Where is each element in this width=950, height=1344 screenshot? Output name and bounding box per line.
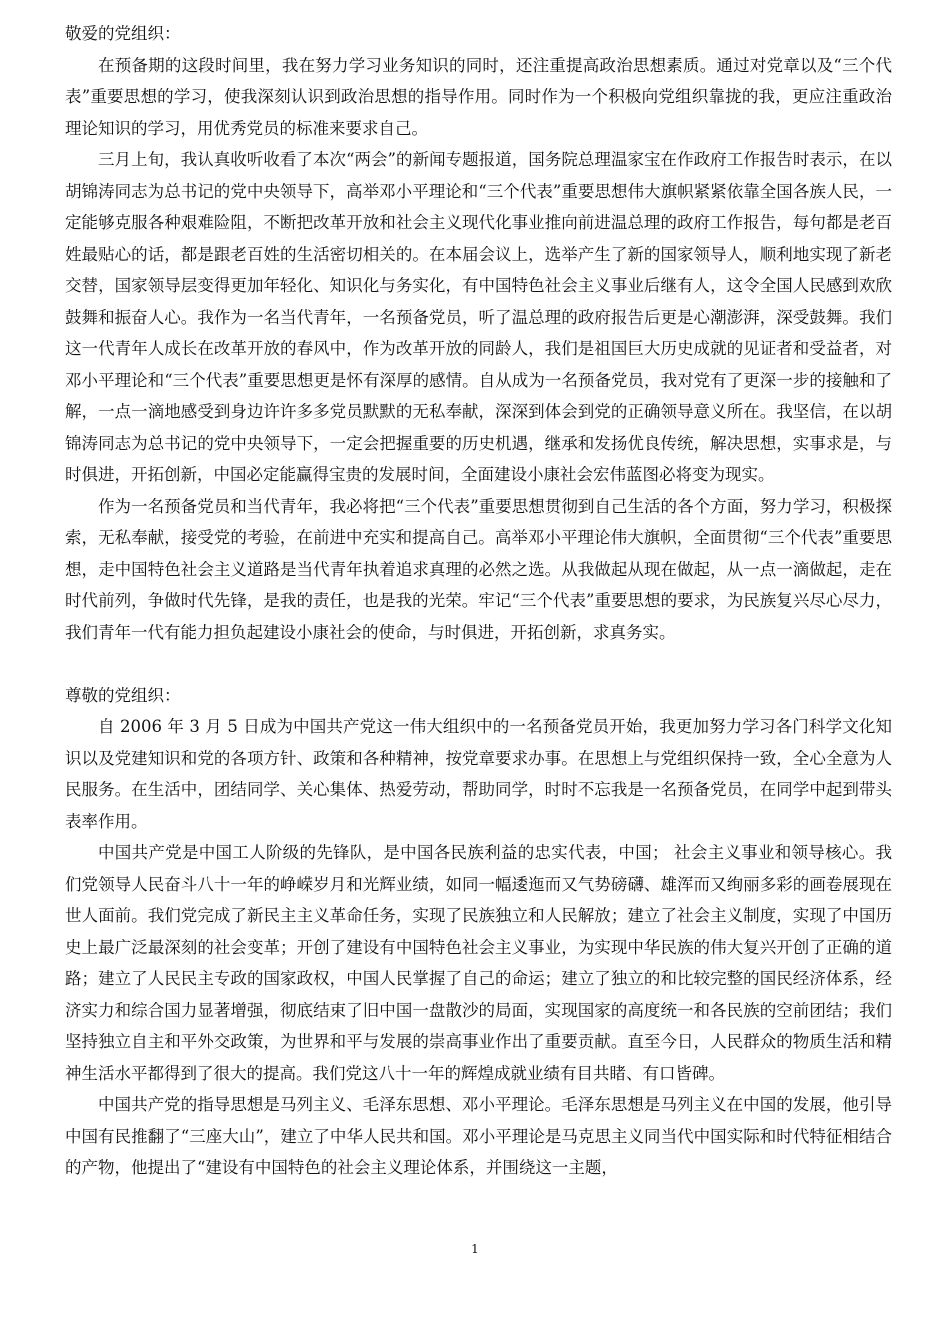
letter1-paragraph-3: 作为一名预备党员和当代青年，我必将把“三个代表”重要思想贯彻到自己生活的各个方面，努力学习，积极探索，无私奉献，接受党的考验，在前进中充实和提高自己。高举邓小平理论伟大旗帜，全面贯彻“三个代表”重要思想，走中国特色社会主义道路是当代青年执着追求真理的必然之选。从我做起从现在做起，从一点一滴做起，走在时代前列，争做时代先锋，是我的责任，也是我的光荣。牢记“三个代表”重要思想的要求，为民族复兴尽心尽力，我们青年一代有能力担负起建设小康社会的使命，与时俱进，开拓创新，求真务实。 [65,496,892,642]
page-number: 1 [471,1242,479,1256]
letter1-paragraph-2: 三月上旬，我认真收听收看了本次“两会”的新闻专题报道，国务院总理温家宝在作政府工作报告时表示，在以胡锦涛同志为总书记的党中央领导下，高举邓小平理论和“三个代表”重要思想伟大旗帜紧紧依靠全国各族人民，一定能够克服各种艰难险阻，不断把改革开放和社会主义现代化事业推向前进温总理的政府工作报告，每句都是老百姓最贴心的话，都是跟老百姓的生活密切相关的。在本届会议上，选举产生了新的国家领导人，顺利地实现了新老交替，国家领导层变得更加年轻化、知识化与务实化，有中国特色社会主义事业后继有人，这令全国人民感到欢欣鼓舞和振奋人心。我作为一名当代青年，一名预备党员，听了温总理的政府报告后更是心潮澎湃，深受鼓舞。我们这一代青年人成长在改革开放的春风中，作为改革开放的同龄人，我们是祖国巨大历史成就的见证者和受益者，对邓小平理论和“三个代表”重要思想更是怀有深厚的感情。自从成为一名预备党员，我对党有了更深一步的接触和了解，一点一滴地感受到身边许许多多党员默默的无私奉献，深深到体会到党的正确领导意义所在。我坚信，在以胡锦涛同志为总书记的党中央领导下，一定会把握重要的历史机遇，继承和发扬优良传统，解决思想，实事求是，与时俱进，开拓创新，中国必定能赢得宝贵的发展时间，全面建设小康社会宏伟蓝图必将变为现实。 [65,150,892,484]
document-page [65,18,892,1184]
letter2-paragraph-3: 中国共产党的指导思想是马列主义、毛泽东思想、邓小平理论。毛泽东思想是马列主义在中国的发展，他引导中国有民推翻了“三座大山”，建立了中华人民共和国。邓小平理论是马克思主义同当代中国实际和时代特征相结合的产物，他提出了“建设有中国特色的社会主义理论体系，并围绕这一主题， [65,1095,892,1177]
letter1-paragraph-1: 在预备期的这段时间里，我在努力学习业务知识的同时，还注重提高政治思想素质。通过对党章以及“三个代表”重要思想的学习，使我深刻认识到政治思想的指导作用。同时作为一个积极向党组织靠拢的我，更应注重政治理论知识的学习，用优秀党员的标准来要求自己。 [65,55,892,138]
letter-separator [65,648,892,680]
letter2-paragraph-1: 自 2006 年 3 月 5 日成为中国共产党这一伟大组织中的一名预备党员开始，我更加努力学习各门科学文化知识以及党建知识和党的各项方针、政策和各种精神，按党章要求办事。在思想上与党组织保持一致，全心全意为人民服务。在生活中，团结同学、关心集体、热爱劳动，帮助同学，时时不忘我是一名预备党员，在同学中起到带头表率作用。 [65,717,892,831]
letter2-paragraph-2: 中国共产党是中国工人阶级的先锋队，是中国各民族利益的忠实代表，中国； 社会主义事业和领导核心。我们党领导人民奋斗八十一年的峥嵘岁月和光辉业绩，如同一幅逶迤而又气势磅礴、雄浑而又绚丽多彩的画卷展现在世人面前。我们党完成了新民主主义革命任务，实现了民族独立和人民解放；建立了社会主义制度，实现了中国历史上最广泛最深刻的社会变革；开创了建设有中国特色社会主义事业，为实现中华民族的伟大复兴开创了正确的道路；建立了人民民主专政的国家政权，中国人民掌握了自己的命运；建立了独立的和比较完整的国民经济体系，经济实力和综合国力显著增强，彻底结束了旧中国一盘散沙的局面，实现国家的高度统一和各民族的空前团结；我们坚持独立自主和平外交政策，为世界和平与发展的崇高事业作出了重要贡献。直至今日，人民群众的物质生活和精神生活水平都得到了很大的提高。我们党这八十一年的辉煌成就业绩有目共睹、有口皆碑。 [65,843,892,1083]
letter1-salutation: 敬爱的党组织： [65,24,181,43]
letter2-salutation: 尊敬的党组织： [65,685,181,705]
